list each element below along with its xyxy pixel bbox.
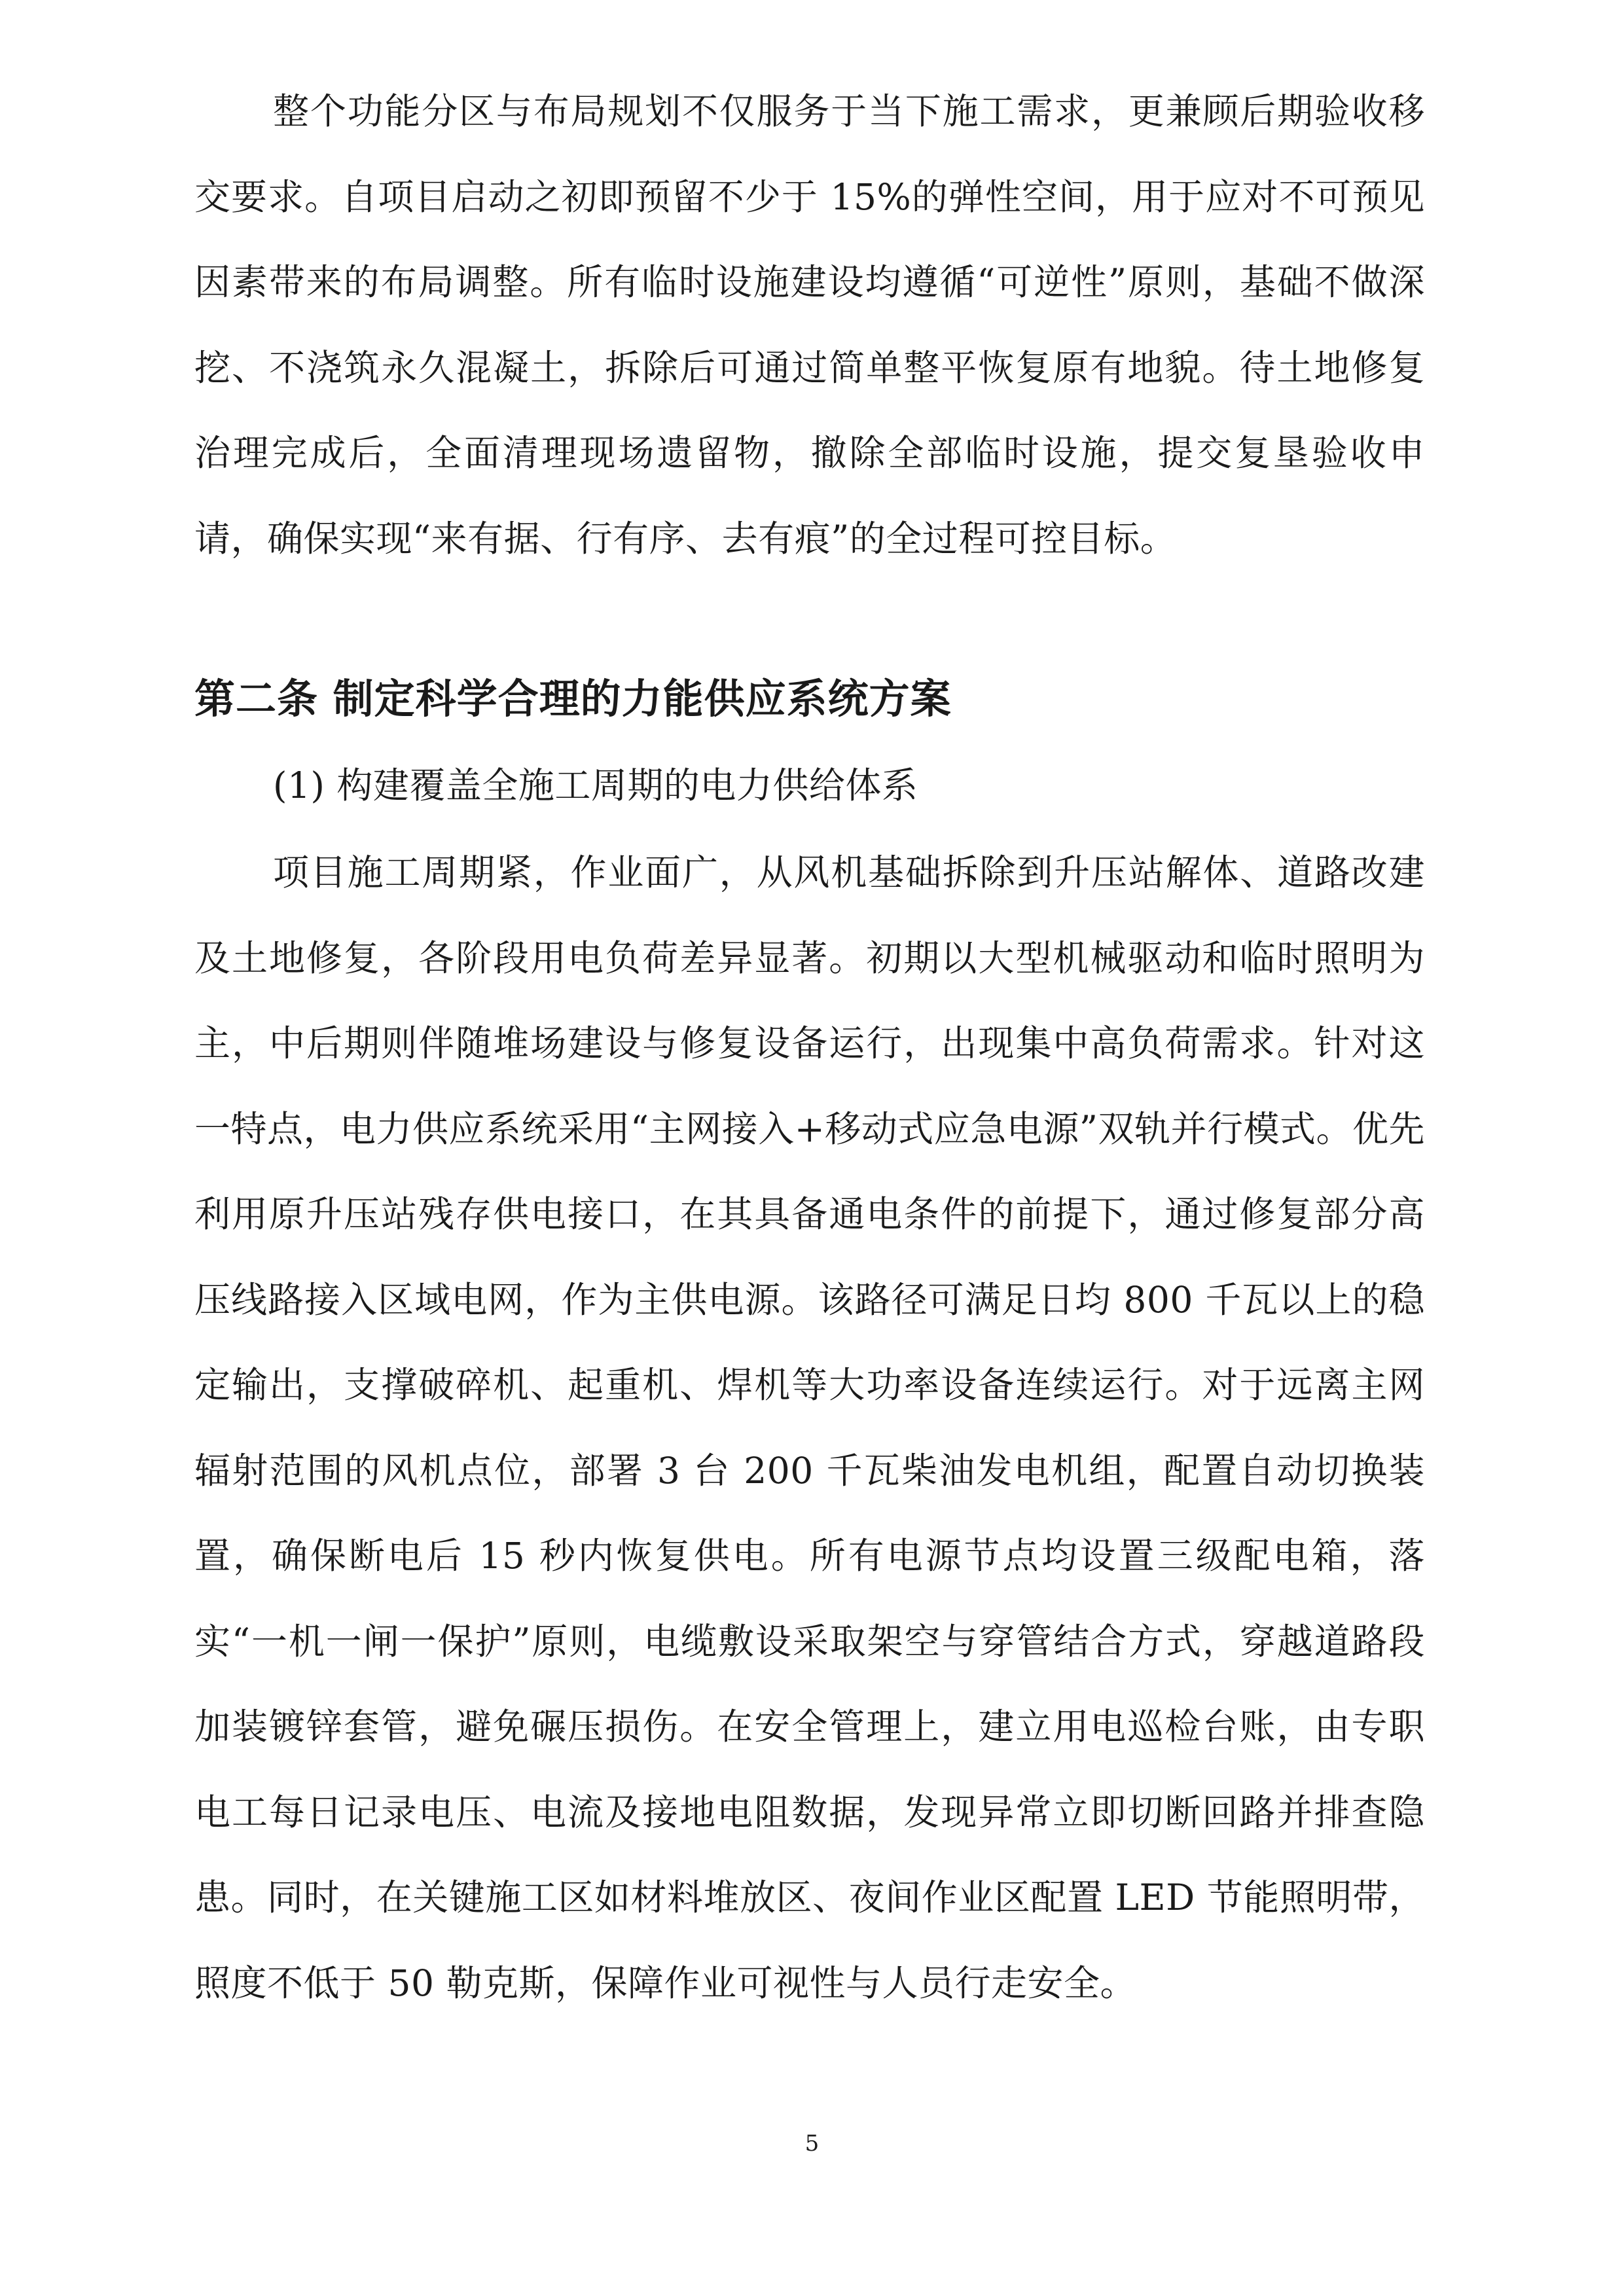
section-heading: 第二条 制定科学合理的力能供应系统方案 [194, 675, 952, 723]
body-paragraph: 项目施工周期紧，作业面广，从风机基础拆除到升压站解体、道路改建及土地修复，各阶段用电负荷差异显著。初期以大型机械驱动和临时照明为主，中后期则伴随堆场建设与修复设备运行，出现集中高负荷需求。针对这一特点，电力供应系统采用“主网接入+移动式应急电源”双轨并行模式。优先利用原升压站残存供电接口，在其具备通电条件的前提下，通过修复部分高压线路接入区域电网，作为主供电源。该路径可满足日均 800 千瓦以上的稳定输出，支撑破碎机、起重机、焊机等大功率设备连续运行。对于远离主网辐射范围的风机点位，部署 3 台 200 千瓦柴油发电机组，配置自动切换装置，确保断电后 15 秒内恢复供电。所有电源节点均设置三级配电箱，落实“一机一闸一保护”原则，电缆敷设采取架空与穿管结合方式，穿越道路段加装镀锌套管，避免碾压损伤。在安全管理上，建立用电巡检台账，由专职电工每日记录电压、电流及接地电阻数据，发现异常立即切断回路并排查隐患。同时，在关键施工区如材料堆放区、夜间作业区配置 LED 节能照明带，照度不低于 50 勒克斯，保障作业可视性与人员行走安全。 [194, 852, 1425, 2004]
subsection-heading: (1) 构建覆盖全施工周期的电力供给体系 [273, 764, 918, 806]
page-number: 5 [804, 2130, 820, 2157]
body-paragraph: 整个功能分区与布局规划不仅服务于当下施工需求，更兼顾后期验收移交要求。自项目启动之初即预留不少于 15%的弹性空间，用于应对不可预见因素带来的布局调整。所有临时设施建设均遵循“可逆性”原则，基础不做深挖、不浇筑永久混凝土，拆除后可通过简单整平恢复原有地貌。待土地修复治理完成后，全面清理现场遗留物，撤除全部临时设施，提交复垦验收申请，确保实现“来有据、行有序、去有痕”的全过程可控目标。 [194, 90, 1425, 560]
